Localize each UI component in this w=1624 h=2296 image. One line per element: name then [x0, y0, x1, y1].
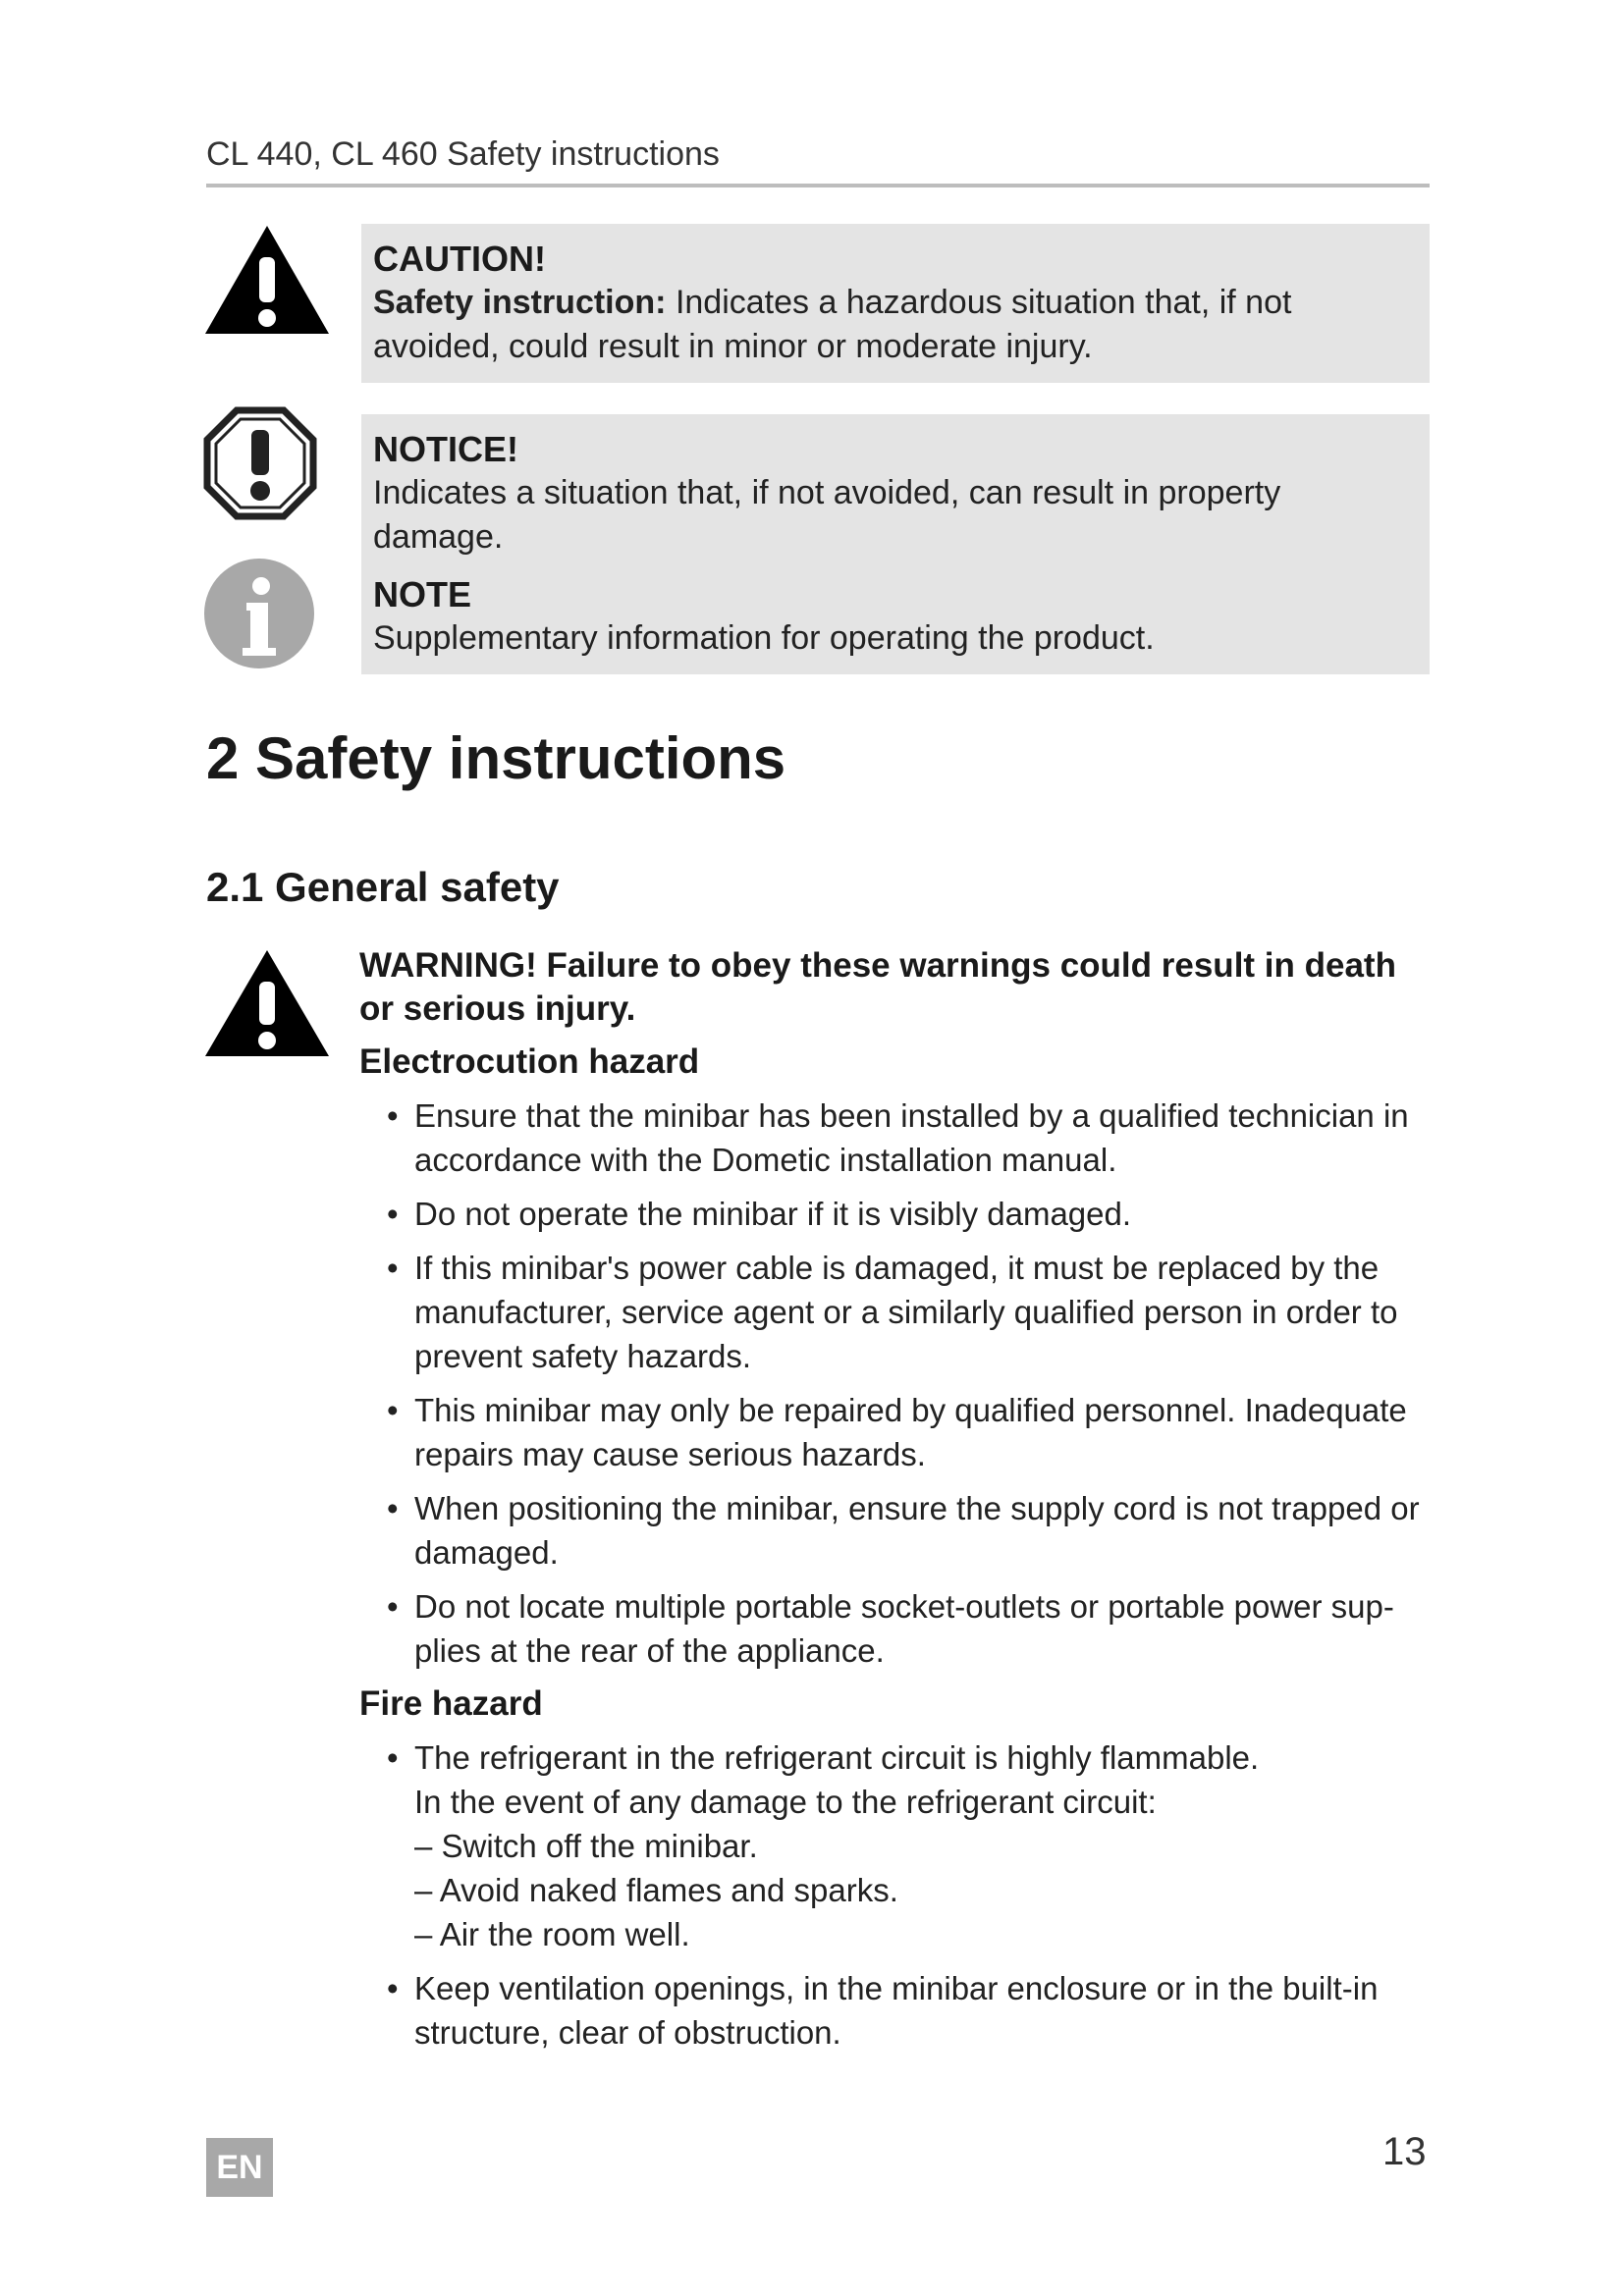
fire-heading: Fire hazard — [359, 1684, 543, 1723]
warning-triangle-icon — [203, 224, 331, 342]
fire-subtext: In the event of any damage to the refrigerant circuit: — [414, 1784, 1157, 1820]
caution-text — [373, 281, 1418, 369]
note-title: NOTE — [373, 574, 472, 614]
section-heading: 2 Safety instructions — [206, 725, 786, 791]
notice-title: NOTICE! — [373, 429, 518, 469]
list-item: • The refrigerant in the refrigerant circuit is highly flammable. In the event of any damage to the refrigerant circuit: – Switch off the minibar. – Avoid naked flames and sparks. – Air the room well. — [359, 1735, 1430, 1956]
list-item: • Do not locate multiple portable socket-outlets or portable power sup-plies at the rear of the appliance. — [387, 1588, 1394, 1669]
list-item: • Do not operate the minibar if it is visibly damaged. — [387, 1196, 1132, 1232]
caution-title: CAUTION! — [373, 239, 546, 279]
list-item: • Keep ventilation openings, in the minibar enclosure or in the built-in structure, clear of obstruction. — [387, 1970, 1379, 2051]
caution-callout — [361, 224, 1430, 383]
note-callout — [361, 560, 1430, 674]
fire-step: – Avoid naked flames and sparks. — [414, 1872, 898, 1908]
general-safety-content — [359, 944, 1430, 2064]
notice-octagon-icon — [203, 406, 331, 524]
list-item: • When positioning the minibar, ensure the supply cord is not trapped or damaged. — [387, 1490, 1420, 1571]
warning-triangle-icon — [203, 948, 331, 1058]
notice-callout — [361, 414, 1430, 573]
page-header: CL 440, CL 460 Safety instructions — [206, 135, 1430, 187]
list-item: • This minibar may only be repaired by qualified personnel. Inadequate repairs may cause serious hazards. — [387, 1392, 1407, 1472]
electrocution-heading: Electrocution hazard — [359, 1042, 700, 1081]
electrocution-list — [359, 1094, 1430, 1673]
language-badge: EN — [206, 2138, 273, 2197]
warning-heading: WARNING! Failure to obey these warnings could result in death or serious injury. — [359, 946, 1396, 1028]
caution-lead: Safety instruction: — [373, 284, 667, 321]
fire-step: – Switch off the minibar. — [414, 1828, 758, 1864]
fire-list — [359, 1735, 1430, 2055]
fire-step: – Air the room well. — [414, 1916, 690, 1952]
list-item: • Ensure that the minibar has been installed by a qualified technician in accordance with the Dometic installation manual. — [387, 1097, 1409, 1178]
notice-text: Indicates a situation that, if not avoided, can result in property damage. — [373, 474, 1281, 556]
page-number: 13 — [1382, 2130, 1427, 2173]
info-circle-icon — [203, 558, 331, 675]
subsection-heading: 2.1 General safety — [206, 864, 560, 910]
note-text: Supplementary information for operating the product. — [373, 619, 1155, 657]
caution-body: Indicates a hazardous situation that, if not avoided, could result in minor or moderate injury. — [373, 284, 1292, 365]
list-item: • If this minibar's power cable is damaged, it must be replaced by the manufacturer, service agent or a similarly qualified person in order to prevent safety hazards. — [387, 1250, 1398, 1374]
